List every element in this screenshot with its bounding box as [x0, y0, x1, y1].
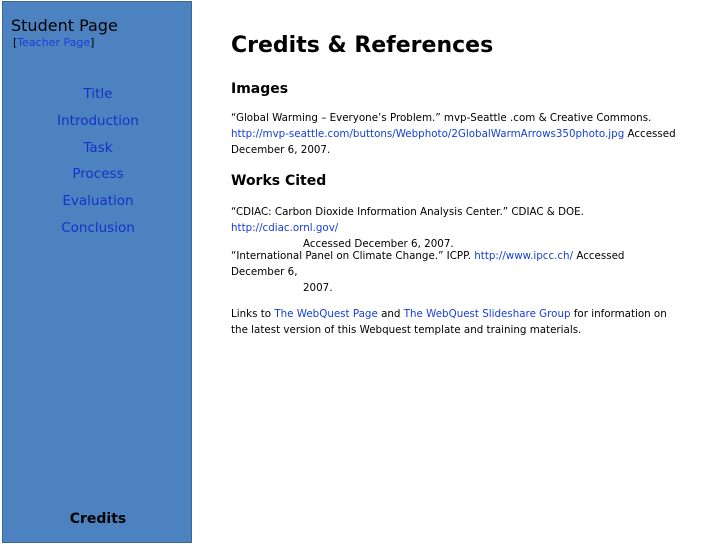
teacher-page-line	[13, 36, 94, 50]
citation-ipcc-year: 2007.	[303, 282, 333, 294]
teacher-bracket-close: ]	[90, 36, 95, 49]
links-note	[231, 306, 676, 338]
student-page-title: Student Page	[11, 16, 118, 35]
work-citation-ipcc	[231, 248, 676, 296]
webquest-page-link[interactable]: The WebQuest Page	[274, 308, 378, 320]
nav-item-evaluation[interactable]: Evaluation	[62, 193, 134, 210]
citation-cdiac-accessed: Accessed December 6, 2007.	[303, 238, 454, 250]
citation-ipcc-link[interactable]: http://www.ipcc.ch/	[474, 250, 574, 262]
teacher-bracket-open: [	[13, 36, 18, 49]
nav-item-conclusion[interactable]: Conclusion	[61, 219, 135, 236]
nav-item-task[interactable]: Task	[83, 139, 113, 156]
images-heading: Images	[231, 81, 289, 97]
image-ref-link[interactable]: http://mvp-seattle.com/buttons/Webphoto/2GlobalWarmArrows350photo.jpg	[231, 128, 625, 140]
citation-ipcc-accessed: Accessed December 6,	[231, 250, 625, 278]
citation-cdiac-link[interactable]: http://cdiac.ornl.gov/	[231, 222, 339, 234]
sidebar-nav	[3, 84, 193, 245]
citation-ipcc-text: “International Panel on Climate Change.” ICPP.	[231, 250, 475, 262]
citation-cdiac-text: “CDIAC: Carbon Dioxide Information Analysis Center.” CDIAC & DOE.	[231, 206, 584, 218]
nav-item-introduction[interactable]: Introduction	[57, 112, 139, 129]
page-heading: Credits & References	[231, 33, 494, 58]
nav-item-title[interactable]: Title	[83, 86, 113, 102]
image-ref-accessed: Accessed December 6, 2007.	[231, 128, 676, 156]
teacher-page-link[interactable]: Teacher Page	[17, 36, 91, 49]
links-note-prefix: Links to	[231, 308, 275, 320]
image-ref-text: “Global Warming – Everyone’s Problem.” mvp-Seattle .com & Creative Commons.	[231, 112, 652, 124]
works-cited-heading: Works Cited	[231, 173, 327, 189]
nav-item-process[interactable]: Process	[72, 166, 124, 183]
links-note-suffix: for information on the latest version of this Webquest template and training materials.	[231, 308, 667, 336]
sidebar	[2, 1, 192, 543]
work-citation-cdiac	[231, 204, 676, 252]
links-note-middle: and	[377, 308, 404, 320]
image-reference	[231, 110, 676, 158]
webquest-slideshare-link[interactable]: The WebQuest Slideshare Group	[403, 308, 571, 320]
nav-item-credits-current: Credits	[69, 511, 127, 527]
